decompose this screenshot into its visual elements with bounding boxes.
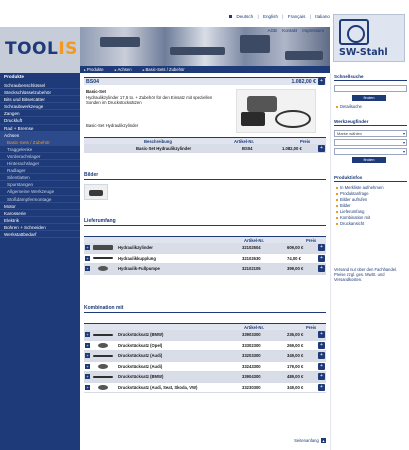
detail-search-link[interactable]: Detailsuche bbox=[336, 104, 362, 109]
item-thumbnail bbox=[98, 385, 108, 390]
logo-accent: IS bbox=[58, 39, 78, 59]
sidebar-item[interactable]: Radlager bbox=[0, 167, 80, 174]
sidebar-item[interactable]: Traggelenke bbox=[0, 146, 80, 153]
bilder-thumbnail[interactable] bbox=[84, 184, 108, 200]
bullet-icon bbox=[336, 193, 338, 195]
sidebar-item[interactable]: Vorderachslager bbox=[0, 153, 80, 160]
product-variant-table bbox=[84, 137, 326, 153]
add-to-cart-button[interactable]: + bbox=[318, 342, 325, 349]
nav-impressum[interactable]: Impressum bbox=[302, 28, 324, 33]
sidebar-item[interactable]: Rad + Bremse bbox=[0, 125, 80, 132]
expand-icon[interactable]: + bbox=[86, 332, 89, 337]
kombination-table bbox=[84, 323, 326, 393]
bullet-icon bbox=[336, 187, 338, 189]
bullet-icon bbox=[336, 217, 338, 219]
logo-prefix: TOOL bbox=[5, 39, 59, 59]
quick-search-input[interactable] bbox=[334, 85, 407, 92]
item-name[interactable]: Druckstücksatz (Audi) bbox=[118, 363, 163, 369]
product-code: BS04 bbox=[86, 79, 99, 85]
lang-francais[interactable]: Français bbox=[287, 14, 306, 19]
main-content bbox=[80, 73, 330, 450]
bullet-icon bbox=[336, 199, 338, 201]
product-type: Basic-Set Hydraulikzylinder bbox=[86, 123, 139, 128]
case-image bbox=[241, 112, 265, 126]
sidebar-item[interactable]: Zangen bbox=[0, 110, 80, 117]
add-to-cart-button[interactable]: + bbox=[318, 244, 325, 251]
chevron-right-icon: ▸ bbox=[142, 68, 145, 72]
item-name[interactable]: Hydraulikkupplung bbox=[118, 255, 156, 261]
item-number: 33302300 bbox=[242, 342, 261, 348]
expand-icon[interactable]: + bbox=[86, 255, 89, 261]
language-bar bbox=[80, 14, 330, 22]
quick-search-button[interactable]: finden bbox=[352, 95, 386, 101]
table-row[interactable] bbox=[84, 351, 326, 362]
sidebar-item[interactable]: Motor bbox=[0, 203, 80, 210]
item-name[interactable]: Druckstücksatz (BMW) bbox=[118, 332, 164, 337]
item-name[interactable]: Druckstücksatz (Opel) bbox=[118, 342, 163, 348]
table-row[interactable] bbox=[84, 330, 326, 341]
item-price: 399,00 € bbox=[287, 266, 304, 271]
add-to-cart-button[interactable]: + bbox=[318, 384, 325, 391]
header-artikel-nr: Artikel-Nr. bbox=[244, 238, 265, 243]
add-to-cart-button[interactable]: + bbox=[318, 352, 325, 359]
type-select[interactable] bbox=[334, 148, 407, 155]
sidebar-item[interactable]: Allgemeine Werkzeuge bbox=[0, 188, 80, 195]
table-row[interactable] bbox=[84, 254, 326, 265]
sidebar-item[interactable]: Basic-Sets / Zubehör bbox=[0, 139, 80, 146]
tool-finder-title: Werkzeugfinder bbox=[334, 118, 407, 126]
chevron-right-icon: ▸ bbox=[114, 68, 117, 72]
sidebar-item[interactable]: Spurstangen bbox=[0, 181, 80, 188]
lang-english[interactable]: English bbox=[262, 14, 279, 19]
table-row[interactable] bbox=[84, 383, 326, 394]
language-bullet-icon bbox=[229, 15, 232, 18]
sidebar-item[interactable]: Steckschlüsselzubehör bbox=[0, 89, 80, 96]
expand-icon[interactable]: + bbox=[86, 363, 89, 369]
back-to-top-label: Seitenanfang bbox=[294, 438, 319, 443]
nav-kontakt[interactable]: Kontakt bbox=[282, 28, 298, 33]
add-to-cart-button[interactable]: + bbox=[318, 265, 325, 272]
item-number: 32102105 bbox=[242, 266, 261, 271]
table-row[interactable] bbox=[84, 362, 326, 373]
item-price: 269,00 € bbox=[287, 342, 304, 348]
item-number: 32102630 bbox=[242, 255, 261, 261]
sidebar-item[interactable]: Werkstattbedarf bbox=[0, 231, 80, 238]
sw-stahl-logo[interactable] bbox=[333, 14, 405, 62]
breadcrumb bbox=[80, 66, 330, 73]
item-thumbnail bbox=[93, 355, 113, 357]
item-name[interactable]: Hydraulik-Fußpumpe bbox=[118, 266, 160, 271]
item-price: 179,00 € bbox=[287, 363, 304, 369]
bilder-section-title: Bilder bbox=[84, 171, 326, 180]
lang-separator: | bbox=[282, 14, 284, 19]
sidebar-item[interactable]: Druckluft bbox=[0, 117, 80, 124]
bullet-icon bbox=[336, 106, 338, 108]
expand-icon[interactable]: + bbox=[86, 342, 89, 348]
breadcrumb-item: ▸Basic-Sets / Zubehör bbox=[142, 67, 185, 72]
kombination-section-title: Kombination mit bbox=[84, 304, 326, 313]
header-preis: Preis bbox=[306, 238, 317, 243]
quick-search-title: Schnellsuche bbox=[334, 73, 407, 81]
table-row[interactable] bbox=[84, 264, 326, 275]
table-row[interactable] bbox=[84, 144, 326, 153]
table-header bbox=[84, 137, 326, 144]
product-info-link[interactable]: Bilder aufrufen bbox=[336, 197, 367, 202]
table-header bbox=[84, 323, 326, 330]
lieferumfang-section-title: Lieferumfang bbox=[84, 217, 326, 226]
product-details bbox=[84, 87, 326, 133]
item-thumbnail bbox=[93, 376, 113, 378]
product-info-link[interactable]: In Merkliste aufnehmen bbox=[336, 185, 384, 190]
chevron-right-icon: ▸ bbox=[84, 68, 86, 72]
table-row[interactable] bbox=[84, 243, 326, 254]
header-artikel-nr: Artikel-Nr. bbox=[244, 325, 265, 330]
arrow-up-icon: ▴ bbox=[322, 438, 325, 443]
header-beschreibung: Beschreibung bbox=[144, 139, 172, 144]
item-number: 33203300 bbox=[242, 353, 261, 358]
item-price: 349,00 € bbox=[287, 353, 304, 358]
sidebar-item[interactable]: Stoßdämpfermontage bbox=[0, 196, 80, 203]
variant-price: 1.082,00 € bbox=[282, 146, 302, 151]
sidebar-item[interactable]: Achsen bbox=[0, 132, 80, 139]
sidebar-item[interactable]: Silentlatten bbox=[0, 174, 80, 181]
sidebar-title: Produkte bbox=[0, 73, 80, 81]
product-description: Hydraulikzylinder 17,5 to. + Zubehör für den Einsatz mit speziellen Sonden im Druckstücksätzen bbox=[86, 95, 213, 106]
product-info-link[interactable]: Bilder bbox=[336, 203, 351, 208]
item-price: 489,00 € bbox=[287, 374, 304, 379]
variant-number: BS04 bbox=[242, 146, 253, 151]
item-price: 349,00 € bbox=[287, 384, 304, 390]
item-thumbnail bbox=[98, 343, 108, 348]
sidebar-item[interactable]: Bohren + Schneiden bbox=[0, 224, 80, 231]
add-to-cart-button[interactable]: + bbox=[318, 145, 325, 152]
item-thumbnail bbox=[93, 334, 113, 336]
shipping-note: Versand nur über den Fachhandel. Preise zzgl. ges. MwSt. und Versandkosten. bbox=[334, 267, 398, 283]
item-thumbnail bbox=[93, 257, 113, 259]
item-number: 33243300 bbox=[242, 363, 261, 369]
item-name[interactable]: Druckstücksatz (Audi) bbox=[118, 353, 163, 358]
product-info-link[interactable]: Produktanfrage bbox=[336, 191, 369, 196]
back-to-top-link[interactable] bbox=[294, 438, 326, 443]
item-name[interactable]: Druckstücksatz (Audi, Seat, Skoda, VW) bbox=[118, 384, 198, 390]
expand-icon[interactable]: + bbox=[86, 245, 89, 250]
sidebar-item[interactable]: Schraubwerkzeuge bbox=[0, 103, 80, 110]
item-price: 609,00 € bbox=[287, 245, 304, 250]
table-row[interactable] bbox=[84, 372, 326, 383]
item-name[interactable]: Druckstücksatz (BMW) bbox=[118, 374, 164, 379]
add-to-cart-button[interactable]: + bbox=[318, 363, 325, 370]
sidebar-item[interactable]: Schraubenschlüssel bbox=[0, 82, 80, 89]
item-thumbnail bbox=[93, 245, 113, 250]
add-to-cart-button[interactable]: + bbox=[318, 331, 325, 338]
lang-separator: | bbox=[257, 14, 259, 19]
product-info-link[interactable]: Druckansicht bbox=[336, 221, 364, 226]
add-to-cart-button[interactable]: + bbox=[318, 78, 325, 85]
expand-icon[interactable]: + bbox=[86, 374, 89, 379]
cylinder-image bbox=[247, 96, 277, 112]
brand-nav bbox=[80, 27, 330, 34]
right-sidebar bbox=[330, 73, 409, 450]
item-price: 74,00 € bbox=[287, 255, 301, 261]
product-price: 1.082,00 € bbox=[291, 79, 316, 85]
lieferumfang-rows bbox=[84, 243, 326, 275]
tool-image bbox=[170, 47, 225, 55]
sidebar-item[interactable]: Hinterachslager bbox=[0, 160, 80, 167]
add-to-cart-button[interactable]: + bbox=[318, 373, 325, 380]
item-thumbnail bbox=[98, 266, 108, 271]
item-number: 32102504 bbox=[242, 245, 261, 250]
tool-image bbox=[240, 35, 270, 53]
expand-icon[interactable]: + bbox=[86, 353, 89, 358]
bullet-icon bbox=[336, 223, 338, 225]
thumbnail-image bbox=[89, 190, 103, 196]
variant-name: Basic-Set Hydraulikzylinder bbox=[136, 146, 192, 151]
item-number: 33904300 bbox=[242, 374, 261, 379]
brand-select[interactable]: Marke wählen ▾ bbox=[334, 130, 407, 137]
left-sidebar bbox=[0, 73, 80, 450]
bullet-icon bbox=[336, 205, 338, 207]
sw-stahl-mark-icon bbox=[339, 19, 369, 45]
item-name[interactable]: Hydraulikzylinder bbox=[118, 245, 153, 250]
product-info-title: Produktinfos bbox=[334, 174, 407, 182]
lang-separator: | bbox=[309, 14, 311, 19]
product-image[interactable] bbox=[236, 89, 316, 133]
item-number: 33230300 bbox=[242, 384, 261, 390]
expand-icon[interactable]: + bbox=[86, 384, 89, 390]
product-info-link[interactable]: Kombination mit bbox=[336, 215, 370, 220]
product-header bbox=[84, 77, 326, 85]
lang-italiano[interactable]: Italiano bbox=[315, 14, 330, 19]
lang-deutsch[interactable]: Deutsch bbox=[236, 14, 254, 19]
item-price: 236,00 € bbox=[287, 332, 304, 337]
table-header bbox=[84, 236, 326, 243]
sidebar-item[interactable]: Karosserie bbox=[0, 210, 80, 217]
bullet-icon bbox=[336, 211, 338, 213]
tool-finder-button[interactable]: finden bbox=[352, 157, 386, 163]
sidebar-item[interactable]: Elektrik bbox=[0, 217, 80, 224]
add-to-cart-button[interactable]: + bbox=[318, 255, 325, 262]
item-thumbnail bbox=[98, 364, 108, 369]
hose-image bbox=[275, 110, 311, 128]
header-preis: Preis bbox=[300, 139, 311, 144]
lieferumfang-table bbox=[84, 236, 326, 275]
kombination-rows bbox=[84, 330, 326, 393]
tool-image bbox=[100, 37, 140, 47]
sidebar-item[interactable]: Bits und Bitsetcätter bbox=[0, 96, 80, 103]
breadcrumb-item: ▸Produkte bbox=[84, 67, 104, 72]
tool-image bbox=[285, 51, 323, 60]
header-preis: Preis bbox=[306, 325, 317, 330]
breadcrumb-item: ▸Achsen bbox=[114, 67, 132, 72]
item-number: 33903300 bbox=[242, 332, 261, 337]
product-title: Basic-Set bbox=[86, 89, 107, 94]
header-artikel-nr: Artikel-Nr. bbox=[234, 139, 255, 144]
sw-stahl-name: SW-Stahl bbox=[339, 47, 388, 58]
model-select[interactable] bbox=[334, 139, 407, 146]
nav-agb[interactable]: AGB bbox=[267, 28, 277, 33]
toolis-logo[interactable] bbox=[5, 39, 78, 59]
product-info-link[interactable]: Lieferumfang bbox=[336, 209, 364, 214]
expand-icon[interactable]: + bbox=[86, 266, 89, 271]
sidebar-category-list bbox=[0, 82, 80, 238]
table-row[interactable] bbox=[84, 341, 326, 352]
